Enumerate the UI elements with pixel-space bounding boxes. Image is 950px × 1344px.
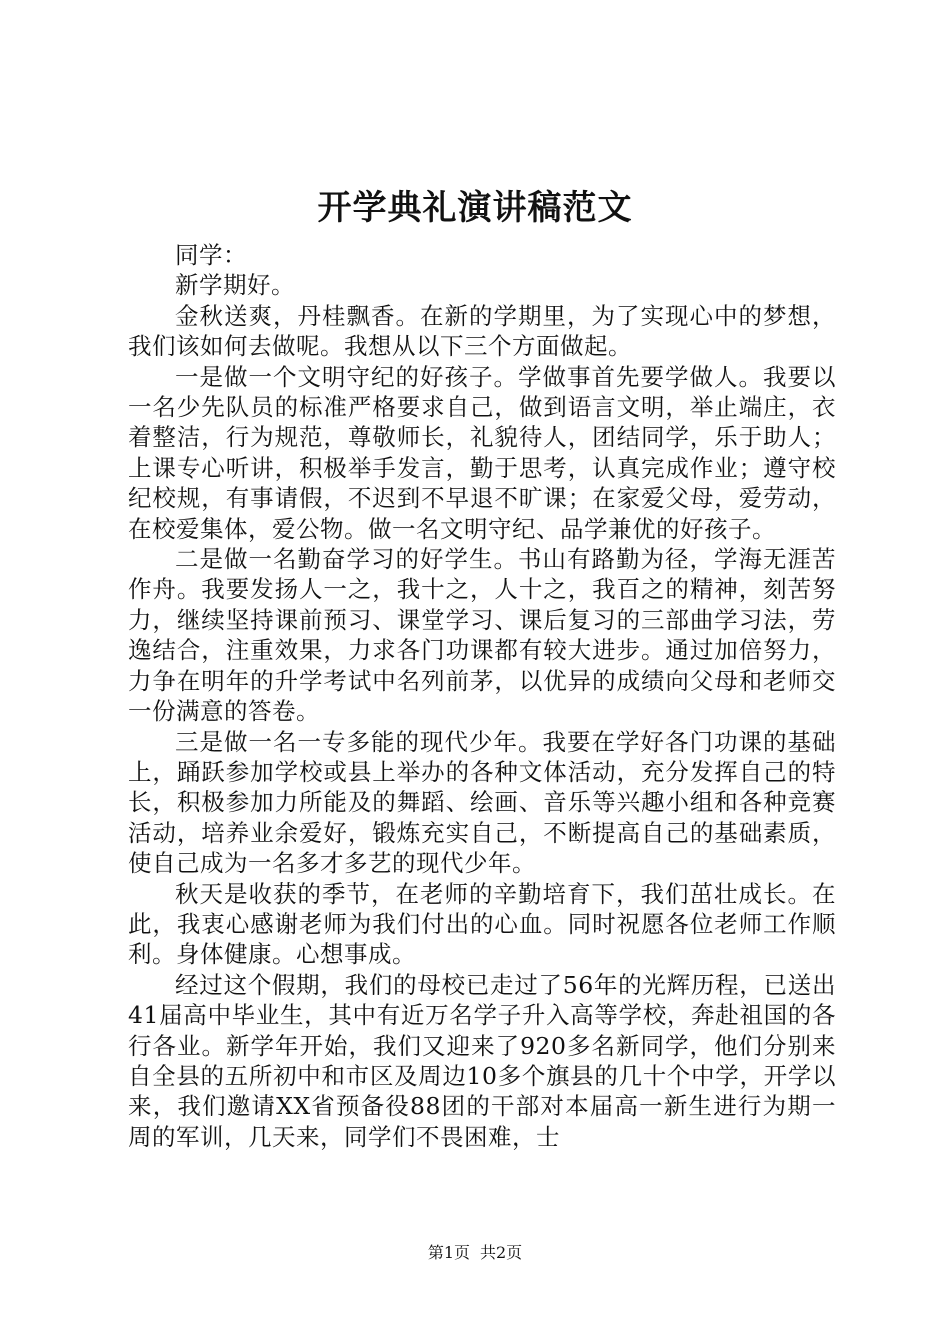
paragraph-point-two: 二是做一名勤奋学习的好学生。书山有路勤为径，学海无涯苦作舟。我要发扬人一之，我十之，人十之，我百之的精神，刻苦努力，继续坚持课前预习、课堂学习、课后复习的三部曲学习法，劳逸结合，注重效果，力求各门功课都有较大进步。通过加倍努力，力争在明年的升学考试中名列前茅，以优异的成绩向父母和老师交一份满意的答卷。	[128, 545, 836, 726]
paragraph-thanks: 秋天是收获的季节，在老师的辛勤培育下，我们茁壮成长。在此，我衷心感谢老师为我们付出的心血。同时祝愿各位老师工作顺利。身体健康。心想事成。	[128, 879, 836, 969]
document-body	[128, 240, 836, 1152]
paragraph-point-three: 三是做一名一专多能的现代少年。我要在学好各门功课的基础上，踊跃参加学校或县上举办的各种文体活动，充分发挥自己的特长，积极参加力所能及的舞蹈、绘画、音乐等兴趣小组和各种竞赛活动，培养业余爱好，锻炼充实自己，不断提高自己的基础素质，使自己成为一名多才多艺的现代少年。	[128, 727, 836, 878]
paragraph-point-one: 一是做一个文明守纪的好孩子。学做事首先要学做人。我要以一名少先队员的标准严格要求自己，做到语言文明，举止端庄，衣着整洁，行为规范，尊敬师长，礼貌待人，团结同学，乐于助人；上课专心听讲，积极举手发言，勤于思考，认真完成作业；遵守校纪校规，有事请假，不迟到不早退不旷课；在家爱父母，爱劳动，在校爱集体，爱公物。做一名文明守纪、品学兼优的好孩子。	[128, 362, 836, 543]
page-number: 第1页	[427, 1243, 470, 1262]
paragraph-intro: 金秋送爽，丹桂飘香。在新的学期里，为了实现心中的梦想，我们该如何去做呢。我想从以下三个方面做起。	[128, 301, 836, 361]
paragraph-school-history: 经过这个假期，我们的母校已走过了56年的光辉历程，已送出41届高中毕业生，其中有近万名学子升入高等学校，奔赴祖国的各行各业。新学年开始，我们又迎来了920多名新同学，他们分别来自全县的五所初中和市区及周边10多个旗县的几十个中学，开学以来，我们邀请XX省预备役88团的干部对本届高一新生进行为期一周的军训，几天来，同学们不畏困难，士	[128, 970, 836, 1151]
page-footer	[0, 1242, 950, 1264]
paragraph-greeting: 同学：	[175, 241, 247, 269]
paragraph-new-term: 新学期好。	[175, 271, 295, 300]
page-total: 共2页	[480, 1243, 523, 1262]
document-title: 开学典礼演讲稿范文	[317, 188, 633, 228]
